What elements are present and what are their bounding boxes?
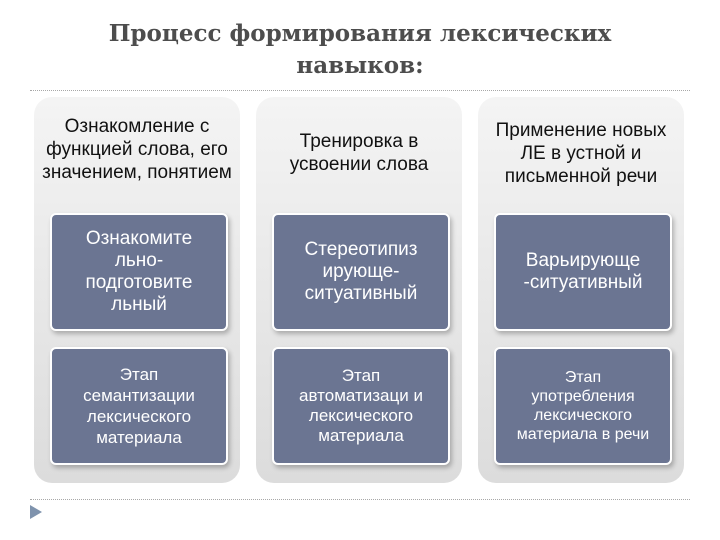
column-training <box>256 97 462 483</box>
column-header-text: Тренировка в усвоении слова <box>289 131 429 175</box>
stage-box <box>50 347 228 465</box>
column-familiarization <box>34 97 240 483</box>
column-application <box>478 97 684 483</box>
stage-type-box <box>50 213 228 331</box>
stage-type-box <box>272 213 450 331</box>
bullet-arrow-icon <box>30 505 42 519</box>
column-header <box>34 93 240 205</box>
slide-title: Процесс формирования лексических навыков: <box>108 20 612 79</box>
column-header <box>478 97 684 209</box>
stage-box <box>494 347 672 465</box>
stage-type-text: Варьирующе -ситуативный <box>523 250 643 293</box>
column-header-text: Применение новых ЛЕ в устной и письменной речи <box>495 119 667 187</box>
stage-type-box <box>494 213 672 331</box>
stage-text: Этап употребления лексического материала в речи <box>516 369 650 443</box>
stage-type-text: Ознакомите льно-подготовите льный <box>85 228 193 315</box>
column-header-text: Ознакомление с функцией слова, его значением, понятием <box>42 115 232 183</box>
bottom-divider <box>30 499 690 500</box>
stage-box <box>272 347 450 465</box>
column-header <box>256 97 462 209</box>
stage-text: Этап автоматизаци и лексического материала <box>299 366 423 445</box>
stage-text: Этап семантизации лексического материала <box>83 365 195 447</box>
stage-type-text: Стереотипиз ирующе-ситуативный <box>304 239 418 304</box>
top-divider <box>30 90 690 91</box>
